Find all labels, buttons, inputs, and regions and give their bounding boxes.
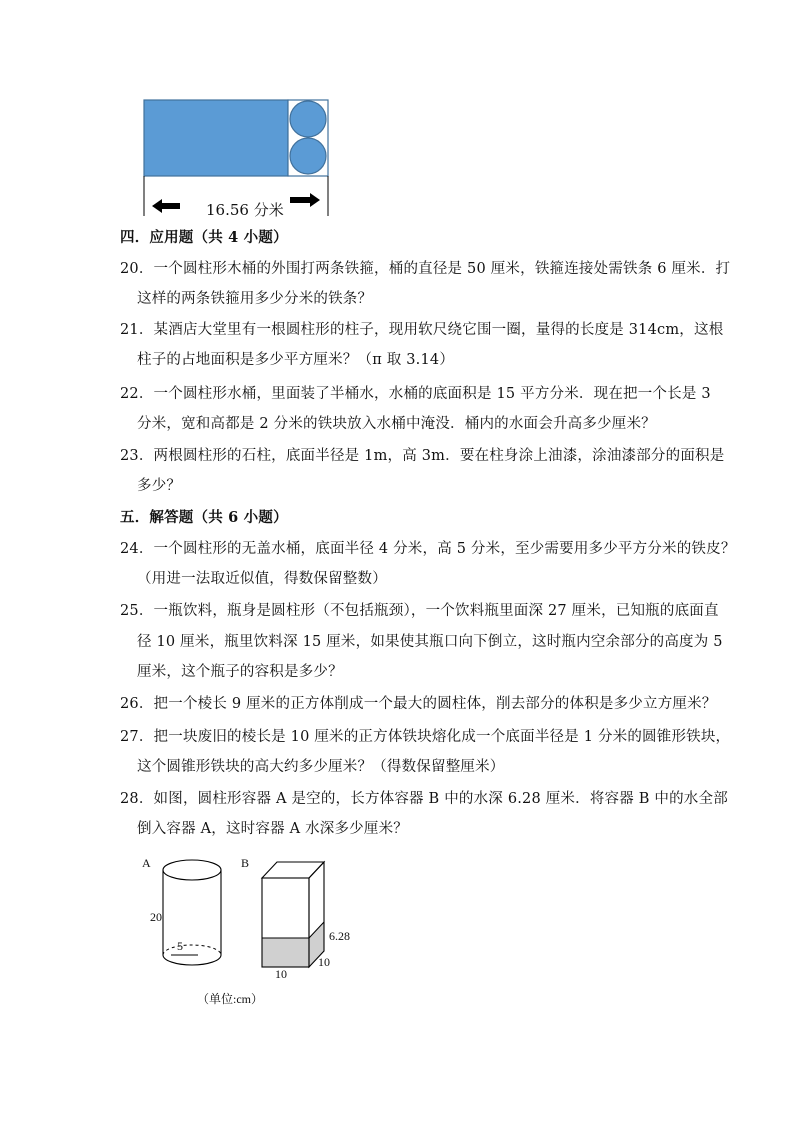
water-depth-label: 6.28 [329,929,350,943]
section-heading-applications: 四．应用题（共 4 小题） [120,229,288,246]
blue-rectangle [144,100,288,176]
cylinder-top-ellipse [163,860,221,880]
question-26-line-1: 26．把一个棱长 9 厘米的正方体削成一个最大的圆柱体，削去部分的体积是多少立方厘米？ [120,696,717,712]
right-arrow-icon [290,193,320,207]
depth-b-label: 10 [318,955,330,969]
section-heading-solutions: 五．解答题（共 6 小题） [120,509,288,526]
top-circle [290,101,326,137]
cuboid-b [262,862,324,967]
unit-label: （单位:cm） [197,992,263,1006]
cylinder-bottom-front [163,955,221,965]
cylinder-a [163,860,221,965]
radius-a-label: 5 [177,939,183,953]
label-b: B [241,856,250,870]
question-28-line-1: 28．如图，圆柱形容器 A 是空的，长方体容器 B 中的水深 6.28 厘米．将容器 B 中的水全部 [120,791,728,807]
question-20-line-1: 20．一个圆柱形木桶的外围打两条铁箍，桶的直径是 50 厘米，铁箍连接处需铁条 6 厘米．打 [120,261,731,277]
left-arrow-icon [152,199,180,213]
question-21-line-1: 21．某酒店大堂里有一根圆柱形的柱子，现用软尺绕它围一圈，量得的长度是 314cm，这根 [120,322,724,338]
question-21-line-2: 柱子的占地面积是多少平方厘米？（π 取 3.14） [137,352,455,368]
question-23-line-2: 多少？ [137,478,182,494]
height-a-label: 20 [150,910,162,924]
figure-containers [130,850,390,1010]
containers-diagram [130,850,390,1010]
length-label: 16.56 分米 [206,201,284,219]
question-25-line-1: 25．一瓶饮料，瓶身是圆柱形（不包括瓶颈），一个饮料瓶里面深 27 厘米，已知瓶的底面直 [120,603,719,619]
question-27-line-1: 27．把一块废旧的棱长是 10 厘米的正方体铁块熔化成一个底面半径是 1 分米的圆锥形铁块， [120,729,731,745]
question-27-line-2: 这个圆锥形铁块的高大约多少厘米？（得数保留整厘米） [137,759,505,775]
question-25-line-3: 厘米，这个瓶子的容积是多少？ [137,664,343,680]
question-22-line-1: 22．一个圆柱形水桶，里面装了半桶水，水桶的底面积是 15 平方分米．现在把一个长是 3 [120,386,711,402]
label-a: A [142,856,151,870]
bottom-circle [290,138,326,174]
cylinder-bottom-back [163,945,221,955]
question-20-line-2: 这样的两条铁箍用多少分米的铁条？ [137,291,373,307]
water-front-face [262,938,309,967]
cuboid-top-face [262,862,324,878]
question-28-line-2: 倒入容器 A，这时容器 A 水深多少厘米？ [137,821,408,837]
question-24-line-1: 24．一个圆柱形的无盖水桶，底面半径 4 分米，高 5 分米，至少需要用多少平方分米的铁皮？ [120,541,736,557]
question-25-line-2: 径 10 厘米，瓶里饮料深 15 厘米，如果使其瓶口向下倒立，这时瓶内空余部分的高度为 5 [137,634,723,650]
figure-rectangle-circles [140,96,340,221]
width-b-label: 10 [275,967,287,981]
question-23-line-1: 23．两根圆柱形的石柱，底面半径是 1m，高 3m．要在柱身涂上油漆，涂油漆部分的面积是 [120,448,725,464]
question-22-line-2: 分米，宽和高都是 2 分米的铁块放入水桶中淹没．桶内的水面会升高多少厘米？ [137,416,656,432]
question-24-line-2: （用进一法取近似值，得数保留整数） [137,571,387,587]
